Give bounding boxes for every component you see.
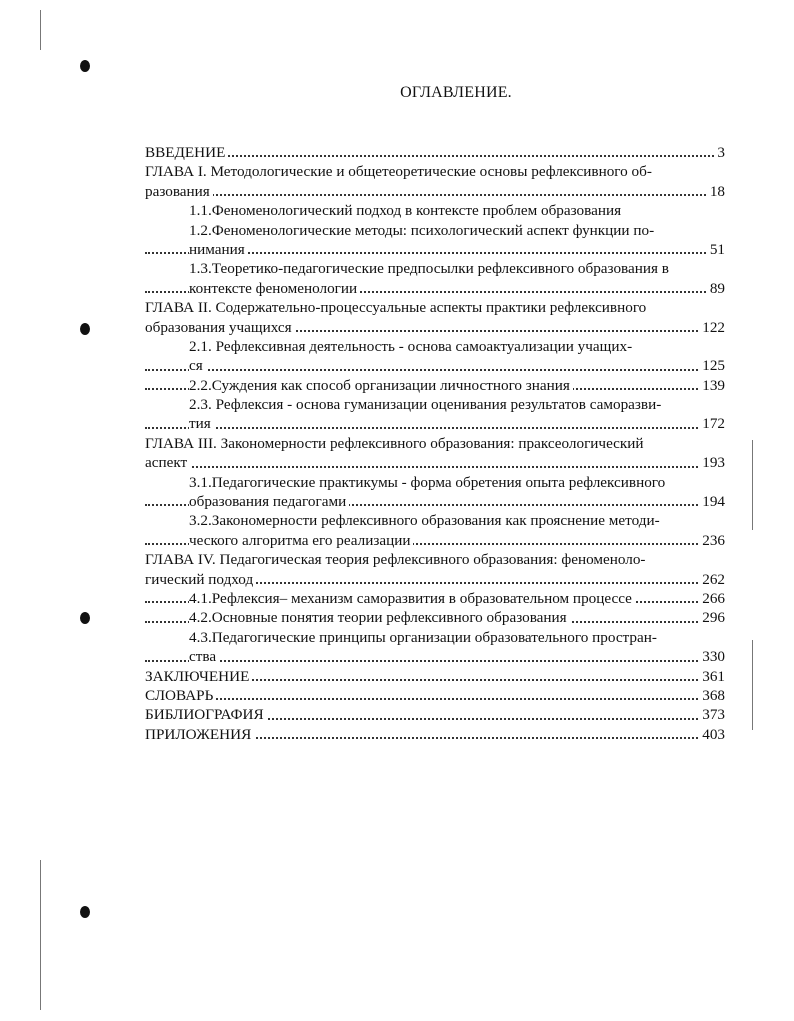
toc-entry[interactable] (145, 570, 725, 589)
punch-hole-middle (80, 323, 90, 335)
toc-entry[interactable] (145, 686, 725, 705)
toc-entry[interactable] (145, 143, 725, 162)
toc-entry-page: 51 (709, 240, 725, 258)
toc-entry[interactable] (145, 182, 725, 201)
toc-entry-text: контексте феноменологии (189, 280, 360, 297)
toc-entry-page: 122 (702, 318, 725, 336)
toc-entry[interactable] (145, 628, 725, 647)
toc-entry-page: 193 (702, 454, 725, 472)
toc-entry-page: 18 (709, 182, 725, 200)
toc-entry[interactable] (145, 298, 725, 317)
toc-entry[interactable] (145, 511, 725, 530)
toc-entry-page: 262 (702, 570, 725, 588)
toc-entry-page: 236 (702, 531, 725, 549)
punch-hole-top (80, 60, 90, 72)
toc-entry[interactable] (145, 201, 725, 220)
punch-hole-lower (80, 612, 90, 624)
toc-entry-text: ГЛАВА I. Методологические и общетеоретические основы рефлексивного об- (145, 163, 655, 180)
toc-entry-text: разования (145, 183, 213, 200)
scan-edge-right-lower (752, 640, 753, 730)
toc-entry-page: 139 (702, 376, 725, 394)
toc-entry-page: 172 (702, 415, 725, 433)
toc-entry-text: БИБЛИОГРАФИЯ (145, 706, 267, 723)
toc-entry[interactable] (145, 279, 725, 298)
toc-entry-text: ся (189, 357, 206, 374)
toc-entry[interactable] (145, 221, 725, 240)
scan-edge-left (40, 10, 41, 50)
punch-hole-bottom (80, 906, 90, 918)
toc-entry-text: 2.3. Рефлексия - основа гуманизации оценивания результатов саморазви- (189, 396, 664, 413)
toc-entry-text: ГЛАВА III. Закономерности рефлексивного образования: праксеологический (145, 435, 647, 452)
toc-entry[interactable] (145, 414, 725, 433)
toc-entry-text: 4.1.Рефлексия– механизм саморазвития в образовательном процессе (189, 590, 635, 607)
toc-entry-text: ГЛАВА IV. Педагогическая теория рефлексивного образования: феноменоло- (145, 551, 648, 568)
toc-entry-text: ческого алгоритма его реализации (189, 532, 413, 549)
toc-entry[interactable] (145, 550, 725, 569)
toc-entry-text: 1.2.Феноменологические методы: психологический аспект функции по- (189, 222, 657, 239)
toc-entry-page: 403 (702, 725, 725, 743)
toc-entry-text: ГЛАВА II. Содержательно-процессуальные аспекты практики рефлексивного (145, 299, 649, 316)
toc-entry-text: тия (189, 415, 214, 432)
toc-entry[interactable] (145, 667, 725, 686)
toc-entry-text: ЗАКЛЮЧЕНИЕ (145, 668, 252, 685)
toc-entry[interactable] (145, 434, 725, 453)
toc-entry-text: аспект (145, 454, 190, 471)
toc-entry-text: ПРИЛОЖЕНИЯ (145, 726, 254, 743)
toc-entry[interactable] (145, 608, 725, 627)
toc-entry-text: образования учащихся (145, 319, 295, 336)
toc-entry-page: 194 (702, 493, 725, 511)
toc-entry-page: 125 (702, 357, 725, 375)
toc-entry-text: 3.2.Закономерности рефлексивного образования как прояснение методи- (189, 512, 663, 529)
toc-entry[interactable] (145, 531, 725, 550)
toc-entry[interactable] (145, 647, 725, 666)
toc-entry-page: 296 (702, 609, 725, 627)
page-title: ОГЛАВЛЕНИЕ. (400, 84, 512, 101)
toc-entry-text: 1.1.Феноменологический подход в контексте проблем образования (189, 202, 624, 219)
toc-entry-text: образования педагогами (189, 493, 349, 510)
toc-entry-text: гический подход (145, 571, 256, 588)
scan-edge-left-lower (40, 860, 41, 1010)
toc-entry-text: ВВЕДЕНИЕ (145, 144, 228, 161)
toc-entry-text: 4.3.Педагогические принципы организации образовательного простран- (189, 629, 660, 646)
toc-entry-text: ства (189, 648, 219, 665)
toc-entry-text: 2.2.Суждения как способ организации личностного знания (189, 377, 573, 394)
toc-entry-page: 266 (702, 589, 725, 607)
toc-entry[interactable] (145, 492, 725, 511)
toc-entry-text: 4.2.Основные понятия теории рефлексивного образования (189, 609, 570, 626)
toc-entry[interactable] (145, 453, 725, 472)
toc-entry-page: 368 (702, 686, 725, 704)
toc-entry[interactable] (145, 162, 725, 181)
toc-entry[interactable] (145, 473, 725, 492)
toc-entry[interactable] (145, 376, 725, 395)
toc-entry[interactable] (145, 259, 725, 278)
toc-entry[interactable] (145, 725, 725, 744)
toc-entry-page: 330 (702, 648, 725, 666)
toc-entry-page: 3 (717, 144, 725, 161)
toc-entry[interactable] (145, 589, 725, 608)
toc-entry[interactable] (145, 318, 725, 337)
toc-entry[interactable] (145, 705, 725, 724)
toc-entry-page: 89 (709, 279, 725, 297)
toc-entry-text: СЛОВАРЬ (145, 687, 216, 704)
toc-entry[interactable] (145, 356, 725, 375)
toc-entry[interactable] (145, 395, 725, 414)
toc-entry-text: 2.1. Рефлексивная деятельность - основа самоактуализации учащих- (189, 338, 635, 355)
toc-entry[interactable] (145, 240, 725, 259)
toc-entry-text: нимания (189, 241, 248, 258)
toc-entry-text: 1.3.Теоретико-педагогические предпосылки рефлексивного образования в (189, 260, 672, 277)
toc-entry-page: 373 (702, 706, 725, 724)
toc-entry[interactable] (145, 337, 725, 356)
toc-entry-page: 361 (702, 667, 725, 685)
scan-edge-right (752, 440, 753, 530)
table-of-contents (145, 143, 725, 744)
toc-entry-text: 3.1.Педагогические практикумы - форма обретения опыта рефлексивного (189, 474, 668, 491)
